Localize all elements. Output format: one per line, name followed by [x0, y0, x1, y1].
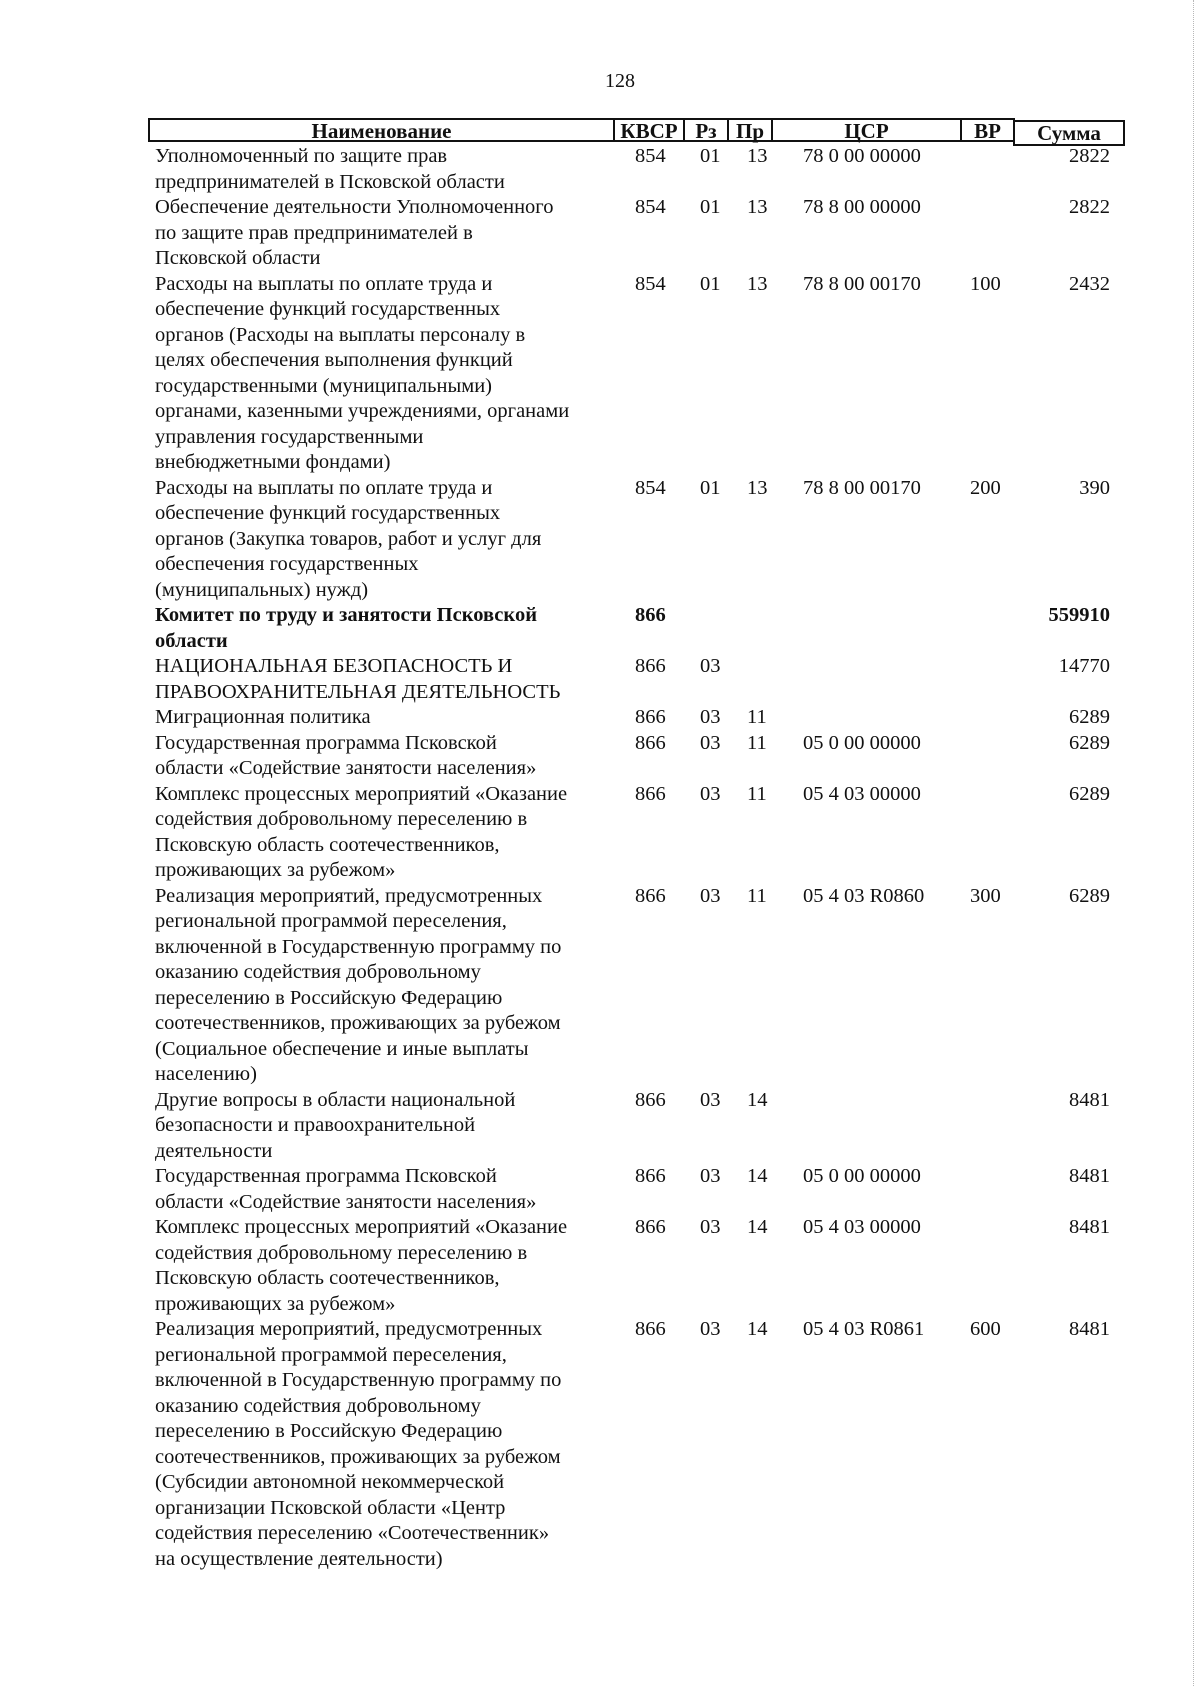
row-pr: 14 — [747, 1088, 768, 1111]
table-row — [155, 476, 1145, 604]
row-csr: 05 0 00 00000 — [803, 731, 921, 754]
header-name: Наименование — [148, 118, 615, 142]
table-row — [155, 705, 1145, 731]
row-rz: 03 — [700, 1318, 721, 1340]
header-csr: ЦСР — [771, 118, 962, 142]
row-name: Реализация мероприятий, предусмотренных региональной программой переселения, включенной в Государственную программу по оказанию содействия добровольному переселению в Российскую Федерацию соотечественников, проживающих за рубежом (Субсидии автономной некоммерческой организации Псковской области «Центр содействия переселению «Соотечественник» на осуществление деятельности) — [155, 1318, 562, 1570]
row-rz: 01 — [700, 145, 721, 167]
header-kvsr: КВСР — [613, 118, 685, 142]
table-row — [155, 782, 1145, 884]
row-name: Расходы на выплаты по оплате труда и обеспечение функций государственных органов (Закупка товаров, работ и услуг для обеспечения государственных (муниципальных) нужд) — [155, 476, 542, 601]
row-sum: 14770 — [1058, 655, 1110, 677]
row-name: НАЦИОНАЛЬНАЯ БЕЗОПАСНОСТЬ И ПРАВООХРАНИТЕЛЬНАЯ ДЕЯТЕЛЬНОСТЬ — [155, 655, 561, 703]
row-name: Обеспечение деятельности Уполномоченного по защите прав предпринимателей в Псковской области — [155, 196, 554, 269]
table-row — [155, 731, 1145, 782]
row-name: Миграционная политика — [155, 706, 371, 728]
row-sum: 6289 — [1069, 782, 1110, 805]
row-csr: 78 8 00 00170 — [803, 476, 921, 499]
row-kvsr: 854 — [635, 272, 666, 295]
row-pr: 13 — [747, 476, 768, 499]
row-sum: 390 — [1079, 476, 1110, 499]
row-sum: 8481 — [1069, 1165, 1110, 1187]
header-pr: Пр — [727, 118, 773, 142]
table-row — [155, 1317, 1145, 1572]
row-csr: 05 0 00 00000 — [803, 1165, 921, 1187]
header-rz: Рз — [683, 118, 729, 142]
row-sum: 8481 — [1069, 1216, 1110, 1238]
row-kvsr: 866 — [635, 1216, 666, 1238]
row-name: Реализация мероприятий, предусмотренных региональной программой переселения, включенной в Государственную программу по оказанию содействия добровольному переселению в Российскую Федерацию соотечественников, проживающих за рубежом (Социальное обеспечение и иные выплаты населению) — [155, 884, 562, 1085]
row-pr: 13 — [747, 145, 768, 167]
row-name: Комплекс процессных мероприятий «Оказание содействия добровольному переселению в Псковскую область соотечественников, проживающих за рубежом» — [155, 782, 568, 881]
row-csr: 05 4 03 00000 — [803, 1216, 921, 1238]
row-rz: 03 — [700, 884, 721, 907]
table-row — [155, 195, 1145, 272]
row-kvsr: 866 — [635, 782, 666, 805]
row-vr: 200 — [970, 476, 1001, 499]
row-csr: 05 4 03 00000 — [803, 782, 921, 805]
row-pr: 14 — [747, 1216, 768, 1238]
header-sum: Сумма — [1013, 120, 1125, 146]
row-pr: 13 — [747, 196, 768, 218]
row-vr: 300 — [970, 884, 1001, 907]
row-name: Расходы на выплаты по оплате труда и обеспечение функций государственных органов (Расходы на выплаты персоналу в целях обеспечения выполнения функций государственными (муниципальными) органами, казенными учреждениями, органами управления государственными внебюджетными фондами) — [155, 272, 570, 473]
row-sum: 8481 — [1069, 1318, 1110, 1340]
row-pr: 14 — [747, 1318, 768, 1340]
table-row — [155, 884, 1145, 1088]
row-sum: 2822 — [1069, 145, 1110, 167]
row-rz: 03 — [700, 655, 721, 677]
row-rz: 03 — [700, 782, 721, 805]
row-kvsr: 866 — [635, 604, 666, 626]
row-sum: 6289 — [1069, 884, 1110, 907]
row-vr: 600 — [970, 1318, 1001, 1340]
scan-edge — [1193, 0, 1200, 1686]
row-rz: 01 — [700, 272, 721, 295]
header-vr: ВР — [960, 118, 1015, 142]
row-sum: 8481 — [1069, 1088, 1110, 1111]
row-kvsr: 866 — [635, 884, 666, 907]
row-pr: 11 — [747, 884, 767, 907]
row-kvsr: 866 — [635, 1318, 666, 1340]
row-kvsr: 866 — [635, 731, 666, 754]
row-kvsr: 866 — [635, 706, 666, 728]
row-kvsr: 866 — [635, 1088, 666, 1111]
row-kvsr: 866 — [635, 1165, 666, 1187]
row-kvsr: 854 — [635, 476, 666, 499]
row-sum: 6289 — [1069, 731, 1110, 754]
row-rz: 01 — [700, 196, 721, 218]
table-row — [155, 1215, 1145, 1317]
row-sum: 2432 — [1069, 272, 1110, 295]
row-name: Уполномоченный по защите прав предпринимателей в Псковской области — [155, 145, 505, 193]
row-csr: 05 4 03 R0860 — [803, 884, 925, 907]
row-kvsr: 854 — [635, 145, 666, 167]
row-pr: 13 — [747, 272, 768, 295]
row-kvsr: 866 — [635, 655, 666, 677]
row-sum: 559910 — [1048, 604, 1110, 626]
table-row — [155, 603, 1145, 654]
row-rz: 03 — [700, 1088, 721, 1111]
table-row — [155, 1164, 1145, 1215]
row-name: Государственная программа Псковской области «Содействие занятости населения» — [155, 1165, 537, 1213]
row-pr: 11 — [747, 706, 767, 728]
row-vr: 100 — [970, 272, 1001, 295]
row-sum: 2822 — [1069, 196, 1110, 218]
row-sum: 6289 — [1069, 706, 1110, 728]
table-row — [155, 144, 1145, 195]
row-pr: 11 — [747, 782, 767, 805]
row-pr: 14 — [747, 1165, 768, 1187]
row-rz: 03 — [700, 731, 721, 754]
row-rz: 03 — [700, 706, 721, 728]
row-name: Комитет по труду и занятости Псковской области — [155, 604, 538, 652]
row-csr: 05 4 03 R0861 — [803, 1318, 925, 1340]
table-row — [155, 1088, 1145, 1165]
row-rz: 03 — [700, 1165, 721, 1187]
row-name: Государственная программа Псковской области «Содействие занятости населения» — [155, 731, 537, 779]
row-csr: 78 8 00 00000 — [803, 196, 921, 218]
page-number: 128 — [605, 70, 635, 92]
row-csr: 78 8 00 00170 — [803, 272, 921, 295]
row-rz: 03 — [700, 1216, 721, 1238]
row-rz: 01 — [700, 476, 721, 499]
row-kvsr: 854 — [635, 196, 666, 218]
row-name: Комплекс процессных мероприятий «Оказание содействия добровольному переселению в Псковскую область соотечественников, проживающих за рубежом» — [155, 1216, 568, 1315]
row-csr: 78 0 00 00000 — [803, 145, 921, 167]
row-name: Другие вопросы в области национальной безопасности и правоохранительной деятельности — [155, 1088, 516, 1162]
table-body — [155, 144, 1145, 1572]
row-pr: 11 — [747, 731, 767, 754]
table-row — [155, 654, 1145, 705]
table-row — [155, 272, 1145, 476]
